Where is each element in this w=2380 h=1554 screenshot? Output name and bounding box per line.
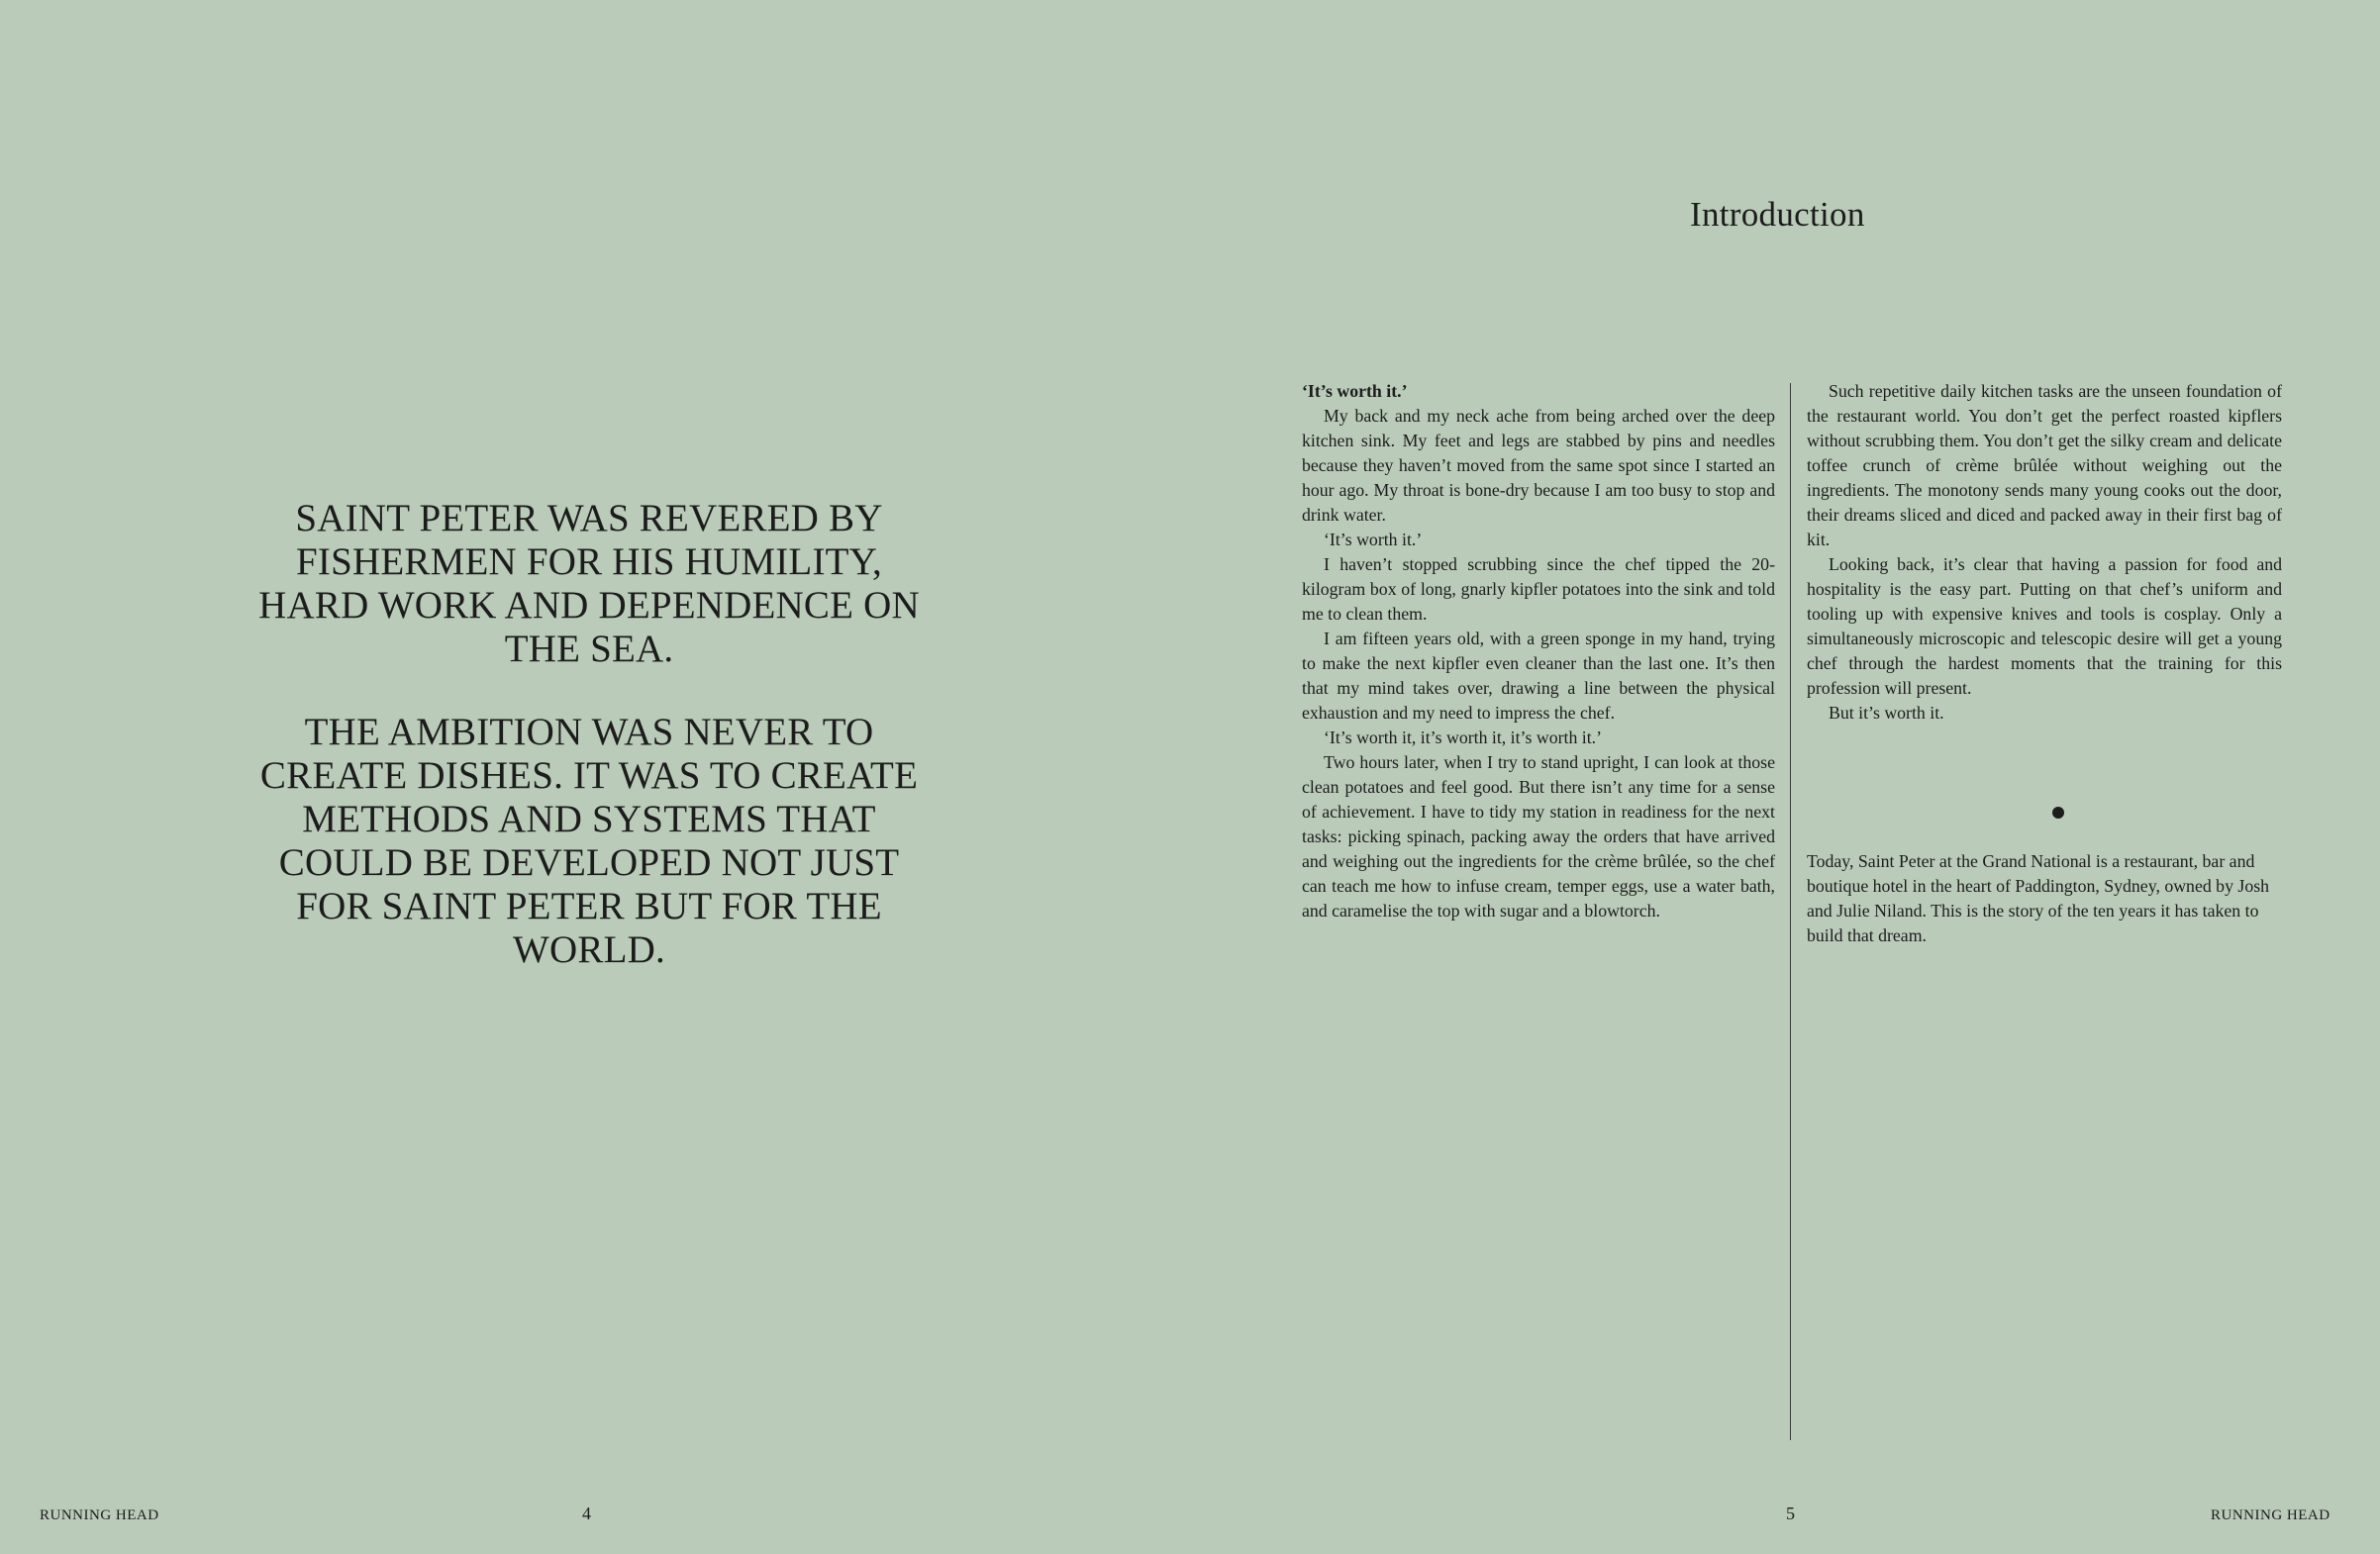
body-paragraph: ‘It’s worth it.’ bbox=[1324, 530, 1423, 549]
page-number-left: 4 bbox=[582, 1504, 591, 1523]
page-number-right: 5 bbox=[1786, 1504, 1795, 1523]
closing-paragraph: Today, Saint Peter at the Grand National is a restaurant, bar and boutique hotel in the heart of Paddington, Sydney, owned by Josh and Julie Niland. This is the story of the ten years it has taken to build that dream. bbox=[1807, 851, 2270, 945]
pullquote-paragraph-1: SAINT PETER WAS REVERED BY FISHERMEN FOR HIS HUMILITY, HARD WORK AND DEPENDENCE ON THE SEA. bbox=[258, 497, 920, 670]
body-paragraph: Such repetitive daily kitchen tasks are the unseen foundation of the restaurant world. You don’t get the perfect roasted kipflers without scrubbing them. You don’t get the silky cream and delicate toffee crunch of crème brûlée without weighing out the ingredients. The monotony sends many young cooks out the door, their dreams sliced and diced and packed away in their first bag of kit. bbox=[1807, 381, 2282, 549]
opening-quote: ‘It’s worth it.’ bbox=[1302, 381, 1408, 401]
pullquote bbox=[248, 497, 931, 1012]
body-column-1 bbox=[1302, 379, 1775, 923]
right-page bbox=[1190, 0, 2380, 1554]
body-paragraph: Two hours later, when I try to stand upright, I can look at those clean potatoes and feel good. But there isn’t any time for a sense of achievement. I have to tidy my station in readiness for the next tasks: picking spinach, packing away the orders that have arrived and weighing out the ingredients for the crème brûlée, so the chef can teach me how to infuse cream, temper eggs, use a water bath, and caramelise the top with sugar and a blowtorch. bbox=[1302, 752, 1775, 921]
body-paragraph: Looking back, it’s clear that having a passion for food and hospitality is the easy part. Putting on that chef’s uniform and tooling up with expensive knives and tools is cosplay. Only a simultaneously microscopic and telescopic desire will get a young chef through the hardest moments that the training for this profession will present. bbox=[1807, 554, 2282, 698]
body-paragraph: I am fifteen years old, with a green sponge in my hand, trying to make the next kipfler even cleaner than the last one. It’s then that my mind takes over, drawing a line between the physical exhaustion and my need to impress the chef. bbox=[1302, 629, 1775, 723]
body-column-2 bbox=[1807, 379, 2282, 726]
column-divider bbox=[1790, 383, 1791, 1440]
pullquote-paragraph-2: THE AMBITION WAS NEVER TO CREATE DISHES. IT WAS TO CREATE METHODS AND SYSTEMS THAT COULD BE DEVELOPED NOT JUST FOR SAINT PETER BUT FOR THE WORLD. bbox=[259, 711, 919, 971]
body-paragraph: But it’s worth it. bbox=[1829, 703, 1944, 723]
page-title: Introduction bbox=[1690, 195, 1865, 234]
body-paragraph: My back and my neck ache from being arched over the deep kitchen sink. My feet and legs are stabbed by pins and needles because they haven’t moved from the same spot since I started an hour ago. My throat is bone-dry because I am too busy to stop and drink water. bbox=[1302, 406, 1775, 525]
running-head-right: RUNNING HEAD bbox=[2211, 1507, 2330, 1523]
body-paragraph: I haven’t stopped scrubbing since the chef tipped the 20-kilogram box of long, gnarly kipfler potatoes into the sink and told me to clean them. bbox=[1302, 554, 1775, 624]
body-paragraph: ‘It’s worth it, it’s worth it, it’s worth it.’ bbox=[1324, 728, 1603, 747]
running-head-left: RUNNING HEAD bbox=[40, 1507, 159, 1523]
section-break-dot bbox=[2052, 807, 2064, 819]
